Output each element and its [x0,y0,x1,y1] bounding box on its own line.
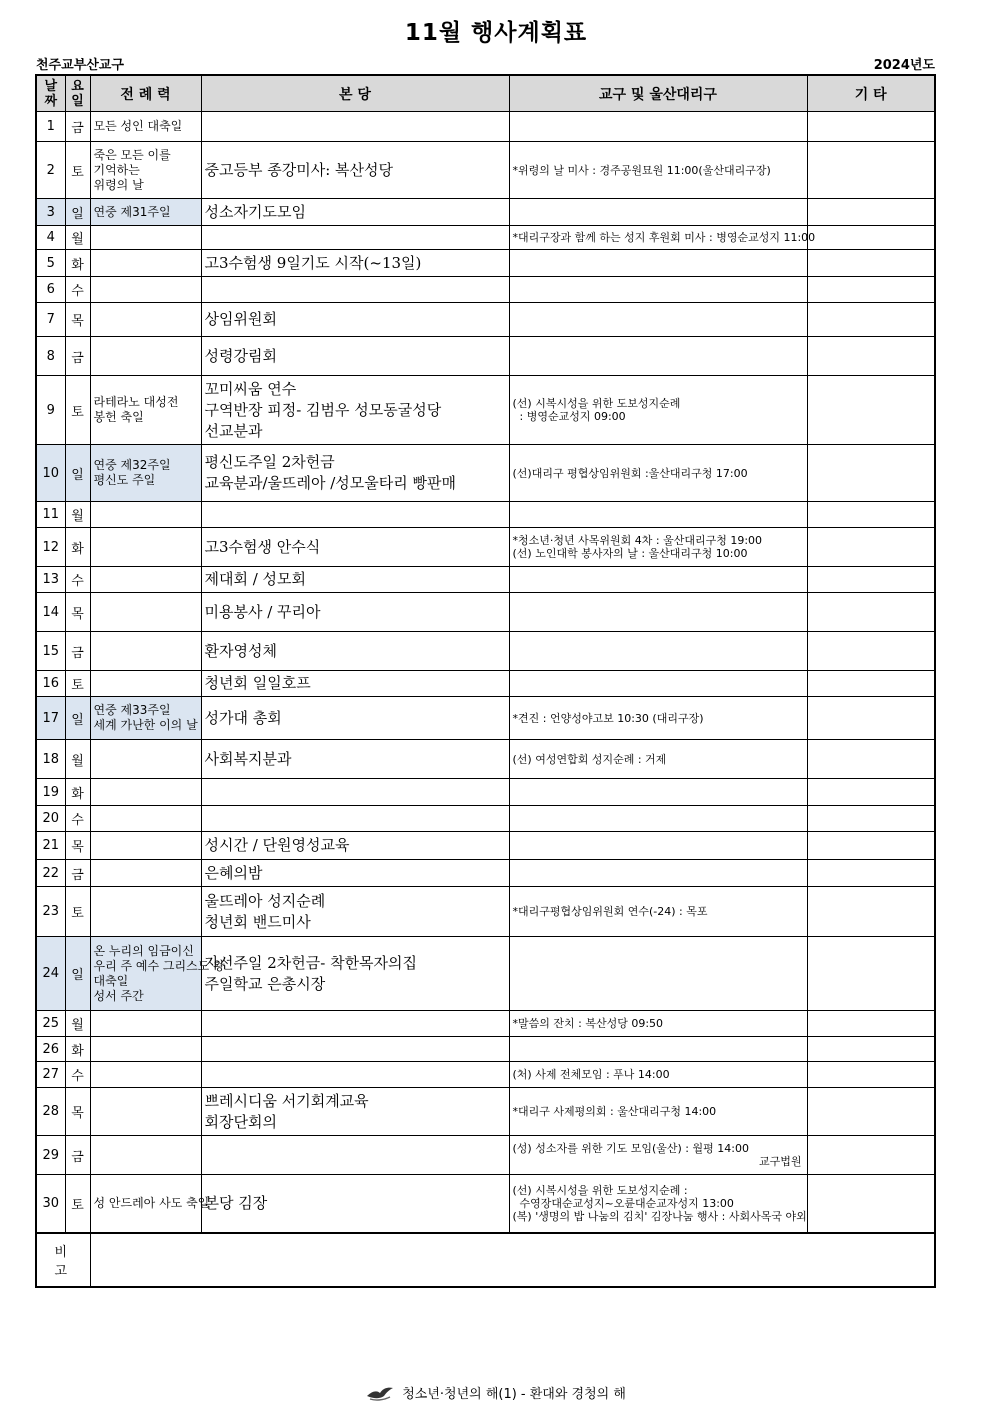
year-label: 2024년도 [873,58,935,73]
day-cell: 토 [65,887,90,937]
liturgy-cell [90,112,201,142]
diocese-event-cell [509,528,807,567]
day-cell: 일 [65,937,90,1011]
dove-logo-icon [366,1385,394,1405]
date-cell: 12 [36,528,65,567]
parish-event-cell [201,937,509,1011]
liturgy-line: 대축일 [93,973,129,988]
date-cell: 19 [36,779,65,806]
diocese-event-cell [509,1037,807,1062]
date-cell: 8 [36,337,65,376]
parish-event-cell [201,528,509,567]
table-row [36,1088,935,1136]
etc-cell [807,142,935,199]
etc-cell [807,806,935,832]
main-line: 본당 김장 [204,1194,268,1212]
liturgy-cell [90,303,201,337]
liturgy-cell [90,142,201,199]
table-row [36,632,935,671]
main-line: 고3수험생 안수식 [204,537,321,556]
liturgy-line: 연중 제31주일 [93,204,171,219]
date-cell: 22 [36,860,65,887]
diocese-event-cell [509,199,807,226]
day-cell: 일 [65,697,90,740]
date-cell: 4 [36,226,65,250]
day-cell: 화 [65,779,90,806]
table-row [36,740,935,779]
liturgy-line: 모든 성인 대축일 [93,119,183,133]
date-cell: 16 [36,671,65,697]
etc-cell [807,740,935,779]
main-line: 청년회 일일호프 [204,674,311,692]
date-cell: 17 [36,697,65,740]
main-line: 성소자기도모임 [204,202,306,221]
day-cell: 목 [65,1088,90,1136]
liturgy-cell [90,671,201,697]
day-cell: 화 [65,528,90,567]
etc-cell [807,1011,935,1037]
liturgy-cell [90,1037,201,1062]
date-cell: 29 [36,1136,65,1175]
event-schedule-table [35,74,936,1288]
day-cell: 화 [65,1037,90,1062]
diocese-event-cell [509,277,807,303]
footer-text: 청소년·청년의 해(1) - 환대와 경청의 해 [402,1387,626,1402]
liturgy-line: 온 누리의 임금이신 [93,943,194,958]
liturgy-cell [90,887,201,937]
diocese-event-cell [509,142,807,199]
diocese-event-cell [509,1011,807,1037]
date-cell: 28 [36,1088,65,1136]
regional-line: *청소년·청년 사목위원회 4차 : 울산대리구청 19:00 [512,534,763,547]
regional-line: *말씀의 잔치 : 복산성당 09:50 [512,1017,664,1030]
date-cell: 23 [36,887,65,937]
day-cell: 월 [65,740,90,779]
regional-line: *위령의 날 미사 : 경주공원묘원 11:00(울산대리구장) [512,163,771,177]
table-row [36,142,935,199]
diocese-event-cell [509,337,807,376]
date-cell: 21 [36,832,65,860]
main-line: 쁘레시디움 서기회계교육 [204,1091,369,1110]
liturgy-cell [90,779,201,806]
parish-event-cell [201,740,509,779]
main-line: 구역반장 피정- 김범우 성모동굴성당 [204,400,442,419]
table-row [36,1136,935,1175]
liturgy-cell [90,860,201,887]
main-line: 사회복지분과 [204,749,292,768]
etc-cell [807,528,935,567]
diocese-event-cell [509,1136,807,1175]
liturgy-cell [90,832,201,860]
parish-event-cell [201,632,509,671]
etc-cell [807,567,935,593]
day-cell: 금 [65,860,90,887]
etc-cell [807,445,935,502]
day-cell: 금 [65,337,90,376]
date-cell: 1 [36,112,65,142]
parish-event-cell [201,337,509,376]
liturgy-line: 세계 가난한 이의 날 [93,718,198,732]
day-cell: 수 [65,277,90,303]
main-line: 성시간 / 단원영성교육 [204,836,350,854]
main-line: 은혜의밤 [204,863,263,882]
parish-event-cell [201,303,509,337]
regional-line: (처) 사제 전체모임 : 푸나 14:00 [512,1068,670,1081]
parish-event-cell [201,1136,509,1175]
date-cell: 30 [36,1175,65,1234]
footer [0,1383,992,1405]
header-etc: 기 타 [807,75,935,112]
liturgy-cell [90,697,201,740]
notes-cell [90,1233,935,1287]
etc-cell [807,376,935,445]
diocese-event-cell [509,1062,807,1088]
liturgy-line: 우리 주 예수 그리스도 왕 [93,958,225,973]
parish-event-cell [201,671,509,697]
date-cell: 24 [36,937,65,1011]
etc-cell [807,1037,935,1062]
table-row [36,1037,935,1062]
header-regional: 교구 및 울산대리구 [509,75,807,112]
etc-cell [807,937,935,1011]
table-row [36,376,935,445]
parish-event-cell [201,593,509,632]
diocese-event-cell [509,632,807,671]
table-row [36,1011,935,1037]
table-row [36,860,935,887]
table-row [36,445,935,502]
day-cell: 목 [65,593,90,632]
table-row [36,779,935,806]
parish-event-cell [201,226,509,250]
day-cell: 일 [65,445,90,502]
date-cell: 7 [36,303,65,337]
liturgy-cell [90,740,201,779]
date-cell: 14 [36,593,65,632]
etc-cell [807,1136,935,1175]
main-line: 성가대 총회 [204,708,282,727]
diocese-event-cell [509,860,807,887]
main-line: 고3수험생 9일기도 시작(~13일) [204,253,422,272]
day-cell: 월 [65,1011,90,1037]
main-line: 자선주일 2차헌금- 착한목자의집 [204,953,418,972]
diocese-event-cell [509,593,807,632]
organization-name: 천주교부산교구 [36,58,124,73]
liturgy-line: 성서 주간 [93,988,144,1003]
liturgy-cell [90,632,201,671]
parish-event-cell [201,806,509,832]
parish-event-cell [201,376,509,445]
liturgy-cell [90,226,201,250]
day-cell: 화 [65,250,90,277]
etc-cell [807,671,935,697]
table-row [36,303,935,337]
liturgy-cell [90,277,201,303]
diocese-event-cell [509,502,807,528]
regional-line: *대리구 사제평의회 : 울산대리구청 14:00 [512,1105,717,1118]
day-cell: 토 [65,1175,90,1234]
parish-event-cell [201,112,509,142]
day-cell: 월 [65,226,90,250]
parish-event-cell [201,199,509,226]
regional-line: (선) 노인대학 봉사자의 날 : 울산대리구청 10:00 [512,547,748,560]
liturgy-line: 성 안드레아 사도 축일 [93,1196,210,1210]
parish-event-cell [201,1175,509,1234]
table-row [36,277,935,303]
regional-line: *대리구장과 함께 하는 성지 후원회 미사 : 병영순교성지 11:00 [512,231,816,244]
liturgy-cell [90,528,201,567]
etc-cell [807,593,935,632]
diocese-event-cell [509,1088,807,1136]
date-cell: 13 [36,567,65,593]
diocese-event-cell [509,937,807,1011]
etc-cell [807,1062,935,1088]
table-row [36,937,935,1011]
date-cell: 11 [36,502,65,528]
date-cell: 3 [36,199,65,226]
date-cell: 10 [36,445,65,502]
liturgy-line: 평신도 주일 [93,473,156,487]
liturgy-cell [90,376,201,445]
liturgy-cell [90,250,201,277]
date-cell: 18 [36,740,65,779]
table-row [36,226,935,250]
table-header-row [36,75,935,112]
parish-event-cell [201,887,509,937]
liturgy-line: 기억하는 [93,162,140,177]
table-row [36,832,935,860]
etc-cell [807,226,935,250]
header-day: 요 일 [65,75,90,112]
liturgy-cell [90,567,201,593]
diocese-event-cell [509,697,807,740]
regional-line: 수영장대순교성지~오륜대순교자성지 13:00 [512,1197,734,1210]
notes-row [36,1233,935,1287]
date-cell: 9 [36,376,65,445]
liturgy-cell [90,337,201,376]
liturgy-cell [90,1062,201,1088]
day-cell: 금 [65,112,90,142]
regional-line: *대리구평협상임위원회 연수(-24) : 목포 [512,905,708,918]
diocese-event-cell [509,740,807,779]
parish-event-cell [201,1088,509,1136]
etc-cell [807,632,935,671]
diocese-event-cell [509,303,807,337]
day-cell: 금 [65,1136,90,1175]
table-row [36,697,935,740]
etc-cell [807,887,935,937]
day-cell: 토 [65,376,90,445]
day-cell: 금 [65,632,90,671]
diocese-event-cell [509,567,807,593]
table-row [36,112,935,142]
day-cell: 목 [65,303,90,337]
liturgy-cell [90,806,201,832]
diocese-event-cell [509,226,816,250]
main-line: 회장단회의 [204,1112,277,1131]
liturgy-cell [90,1011,201,1037]
liturgy-line: 연중 제33주일 [93,703,171,717]
table-row [36,502,935,528]
date-cell: 26 [36,1037,65,1062]
diocese-event-cell [509,250,807,277]
liturgy-cell [90,593,201,632]
date-cell: 6 [36,277,65,303]
main-line: 평신도주일 2차헌금 [204,453,335,471]
diocese-event-cell [509,112,807,142]
etc-cell [807,303,935,337]
main-line: 주일학교 은총시장 [204,974,326,993]
liturgy-cell [90,502,201,528]
diocese-event-cell [509,832,807,860]
liturgy-cell [90,445,201,502]
liturgy-line: 봉헌 축일 [93,410,144,424]
day-cell: 월 [65,502,90,528]
table-row [36,887,935,937]
notes-label: 비고 [36,1233,90,1287]
etc-cell [807,199,935,226]
regional-line: (복) '생명의 밥 나눔의 김치' 김장나눔 행사 : 사회사목국 야외 [512,1210,807,1223]
day-cell: 목 [65,832,90,860]
etc-cell [807,779,935,806]
parish-event-cell [201,502,509,528]
table-row [36,199,935,226]
date-cell: 5 [36,250,65,277]
main-line: 청년회 밴드미사 [204,912,311,931]
etc-cell [807,697,935,740]
etc-cell [807,832,935,860]
etc-cell [807,112,935,142]
header-date: 날 짜 [36,75,65,112]
main-line: 제대회 / 성모회 [204,570,307,588]
etc-cell [807,860,935,887]
liturgy-cell [90,1088,201,1136]
parish-event-cell [201,779,509,806]
page-title: 11월 행사계획표 [404,20,588,46]
liturgy-cell [90,199,201,226]
main-line: 울뜨레아 성지순례 [204,891,326,910]
day-cell: 수 [65,806,90,832]
table-row [36,337,935,376]
table-row [36,250,935,277]
parish-event-cell [201,567,509,593]
main-line: 성령강림회 [204,346,277,365]
main-line: 교육분과/울뜨레아 /성모울타리 빵판매 [204,474,456,492]
table-row [36,806,935,832]
diocese-event-cell [509,376,807,445]
table-row [36,1175,935,1234]
main-line: 환자영성체 [204,641,277,660]
liturgy-line: 연중 제32주일 [93,458,171,472]
regional-line: (선)대리구 평협상임위원회 :울산대리구청 17:00 [512,466,748,480]
parish-event-cell [201,142,509,199]
table-row [36,671,935,697]
table-row [36,567,935,593]
parish-event-cell [201,832,509,860]
parish-event-cell [201,1037,509,1062]
main-line: 꼬미씨움 연수 [204,379,297,398]
date-cell: 25 [36,1011,65,1037]
parish-event-cell [201,1011,509,1037]
main-line: 미용봉사 / 꾸리아 [204,602,321,621]
parish-event-cell [201,1062,509,1088]
liturgy-line: 죽은 모든 이를 [93,147,171,162]
diocese-event-cell [509,779,807,806]
liturgy-cell [90,1136,201,1175]
diocese-event-cell [509,1175,807,1234]
date-cell: 20 [36,806,65,832]
main-line: 상임위원회 [204,310,277,328]
day-cell: 토 [65,142,90,199]
day-cell: 토 [65,671,90,697]
regional-location: 교구법원 [758,1155,802,1168]
parish-event-cell [201,445,509,502]
date-cell: 15 [36,632,65,671]
regional-line: (선) 여성연합회 성지순례 : 거제 [512,752,667,766]
etc-cell [807,1175,935,1234]
main-line: 중고등부 종강미사: 복산성당 [204,160,393,179]
liturgy-line: 위령의 날 [93,177,144,192]
regional-line: (선) 시복시성을 위한 도보성지순례 [512,397,681,410]
liturgy-cell [90,1175,210,1234]
parish-event-cell [201,277,509,303]
day-cell: 수 [65,1062,90,1088]
liturgy-cell [90,937,225,1011]
etc-cell [807,250,935,277]
table-row [36,528,935,567]
diocese-event-cell [509,806,807,832]
main-line: 선교분과 [204,421,263,440]
day-cell: 수 [65,567,90,593]
etc-cell [807,337,935,376]
regional-line: *견진 : 언양성야고보 10:30 (대리구장) [512,711,704,725]
parish-event-cell [201,250,509,277]
regional-line: : 병영순교성지 09:00 [512,410,626,423]
liturgy-line: 라테라노 대성전 [93,395,179,409]
etc-cell [807,277,935,303]
diocese-event-cell [509,887,807,937]
diocese-event-cell [509,445,807,502]
table-row [36,593,935,632]
parish-event-cell [201,697,509,740]
table-row [36,1062,935,1088]
regional-line: (성) 성소자를 위한 기도 모임(울산) : 월평 14:00 [512,1142,749,1155]
date-cell: 2 [36,142,65,199]
etc-cell [807,1088,935,1136]
header-main: 본 당 [201,75,509,112]
day-cell: 일 [65,199,90,226]
regional-line: (선) 시복시성을 위한 도보성지순례 : [512,1184,688,1197]
parish-event-cell [201,860,509,887]
etc-cell [807,502,935,528]
date-cell: 27 [36,1062,65,1088]
header-liturgy: 전 례 력 [90,75,201,112]
diocese-event-cell [509,671,807,697]
